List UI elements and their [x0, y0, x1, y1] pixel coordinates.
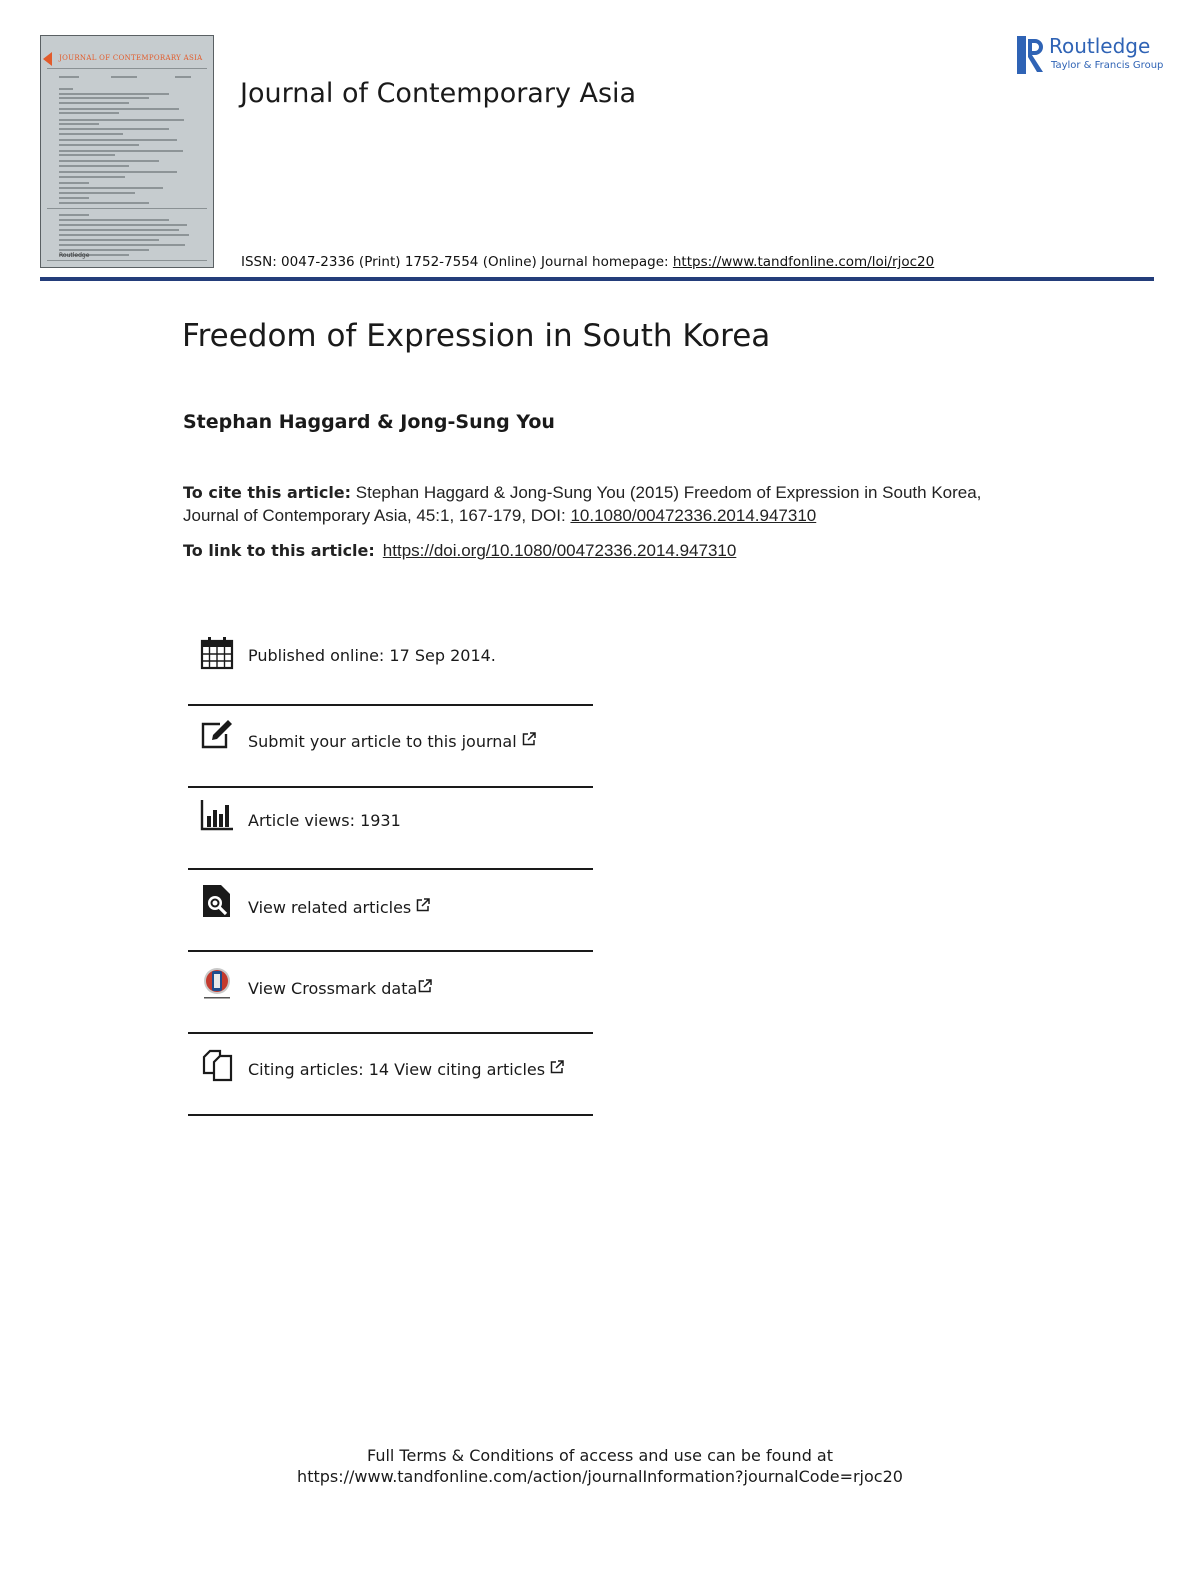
- crossmark-icon: [200, 966, 234, 1000]
- journal-title: Journal of Contemporary Asia: [240, 78, 637, 109]
- citation-block: [183, 481, 1003, 527]
- cite-label: To cite this article:: [183, 483, 352, 502]
- cover-divider: [47, 208, 207, 209]
- submit-article-link[interactable]: Submit your article to this journal: [248, 732, 536, 751]
- header-divider: [40, 277, 1154, 281]
- calendar-icon: [200, 636, 234, 670]
- external-link-icon: [550, 1060, 564, 1074]
- article-views: Article views: 1931: [248, 811, 401, 830]
- info-row-published: [188, 624, 593, 706]
- cover-title: JOURNAL OF CONTEMPORARY ASIA: [59, 54, 203, 62]
- article-link-block: [183, 541, 736, 561]
- crossmark-link[interactable]: View Crossmark data: [248, 979, 432, 998]
- footer-terms-text: Full Terms & Conditions of access and use can be found at: [366, 1446, 834, 1465]
- article-authors: Stephan Haggard & Jong-Sung You: [183, 411, 555, 433]
- article-info-list: [188, 624, 593, 1116]
- routledge-logo-icon: [1017, 36, 1045, 74]
- routledge-logo-subtitle: Taylor & Francis Group: [1051, 60, 1164, 71]
- citing-documents-icon: [200, 1048, 234, 1082]
- info-row-crossmark[interactable]: [188, 952, 593, 1034]
- cover-divider: [47, 68, 207, 69]
- cite-text: Stephan Haggard & Jong-Sung You (2015) Freedom of Expression in South Korea, Journal of Contemporary Asia, 45:1, 167-179, DOI:: [183, 483, 982, 525]
- routledge-logo-name: Routledge: [1049, 34, 1151, 58]
- cover-publisher-logo: Routledge: [59, 252, 90, 259]
- external-link-icon: [522, 732, 536, 746]
- article-doi-url-link[interactable]: https://doi.org/10.1080/00472336.2014.947310: [382, 541, 737, 560]
- related-articles-link[interactable]: View related articles: [248, 898, 430, 917]
- published-date: Published online: 17 Sep 2014.: [248, 646, 496, 665]
- edit-document-icon: [200, 718, 234, 752]
- footer-terms-link[interactable]: https://www.tandfonline.com/action/journalInformation?journalCode=rjoc20: [297, 1467, 903, 1486]
- doi-link[interactable]: 10.1080/00472336.2014.947310: [570, 506, 817, 525]
- external-link-icon: [416, 898, 430, 912]
- info-row-views: [188, 788, 593, 870]
- info-row-related[interactable]: [188, 870, 593, 952]
- journal-cover-image: [40, 35, 214, 268]
- cover-divider: [47, 260, 207, 261]
- journal-homepage-link[interactable]: https://www.tandfonline.com/loi/rjoc20: [672, 254, 935, 270]
- issn-line: [241, 254, 934, 270]
- issn-text: ISSN: 0047-2336 (Print) 1752-7554 (Online) Journal homepage:: [241, 254, 673, 270]
- cover-arrow-icon: [43, 52, 52, 66]
- link-label: To link to this article:: [183, 541, 375, 560]
- citing-articles-link[interactable]: Citing articles: 14 View citing articles: [248, 1060, 564, 1079]
- search-document-icon: [200, 884, 234, 918]
- info-row-submit[interactable]: [188, 706, 593, 788]
- article-title: Freedom of Expression in South Korea: [182, 318, 771, 354]
- bar-chart-icon: [200, 798, 234, 832]
- info-row-citing[interactable]: [188, 1034, 593, 1116]
- external-link-icon: [418, 979, 432, 993]
